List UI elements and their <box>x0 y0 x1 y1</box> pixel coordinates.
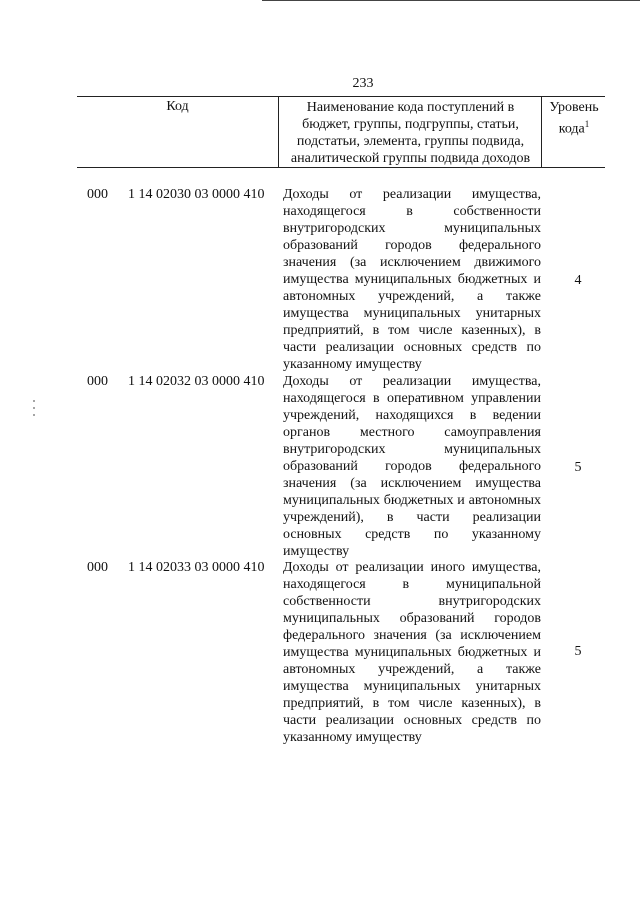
row-code: 1 14 02030 03 0000 410 <box>128 187 265 202</box>
row-level: 5 <box>574 460 582 475</box>
row-name: Доходы от реализации имущества, находящегося в оперативном управлении учреждений, находящихся в ведении органов местного самоуправления внутригородских муниципальных образований городов федерального значения (за исключением имущества муниципальных бюджетных и автономных учреждений), в части реализации основных средств по указанному имуществу <box>283 374 541 559</box>
row-code: 1 14 02032 03 0000 410 <box>128 374 265 389</box>
row-level: 4 <box>574 273 582 288</box>
header-code: Код <box>166 99 189 114</box>
scan-speck <box>33 400 37 416</box>
row-prefix: 000 <box>87 187 108 202</box>
header-name: Наименование кода поступлений в бюджет, группы, подгруппы, статьи, подстатьи, элемента, группы подвида, аналитической группы подвида доходов <box>290 100 531 166</box>
header-level-footnote: 1 <box>584 119 590 129</box>
row-name: Доходы от реализации имущества, находящегося в собственности внутригородских муниципальных образований городов федерального значения (за исключением движимого имущества муниципальных бюджетных и автономных учреждений, а также имущества муниципальных унитарных предприятий, в том числе казенных), в части реализации основных средств по указанному имуществу <box>283 187 541 372</box>
row-name: Доходы от реализации иного имущества, находящегося в муниципальной собственности внутригородских муниципальных образований городов федерального значения (за исключением имущества муниципальных бюджетных и автономных учреждений, а также имущества муниципальных унитарных предприятий, в том числе казенных), в части реализации основных средств по указанному имуществу <box>283 560 541 745</box>
row-code: 1 14 02033 03 0000 410 <box>128 560 265 575</box>
header-divider <box>541 97 542 167</box>
row-prefix: 000 <box>87 560 108 575</box>
header-level-label: Уровень кода <box>549 100 599 137</box>
header-level <box>543 99 605 138</box>
table-header <box>77 96 605 168</box>
header-divider <box>278 97 279 167</box>
top-rule <box>262 0 640 1</box>
row-level: 5 <box>574 644 582 659</box>
row-prefix: 000 <box>87 374 108 389</box>
page-number: 233 <box>352 76 374 91</box>
